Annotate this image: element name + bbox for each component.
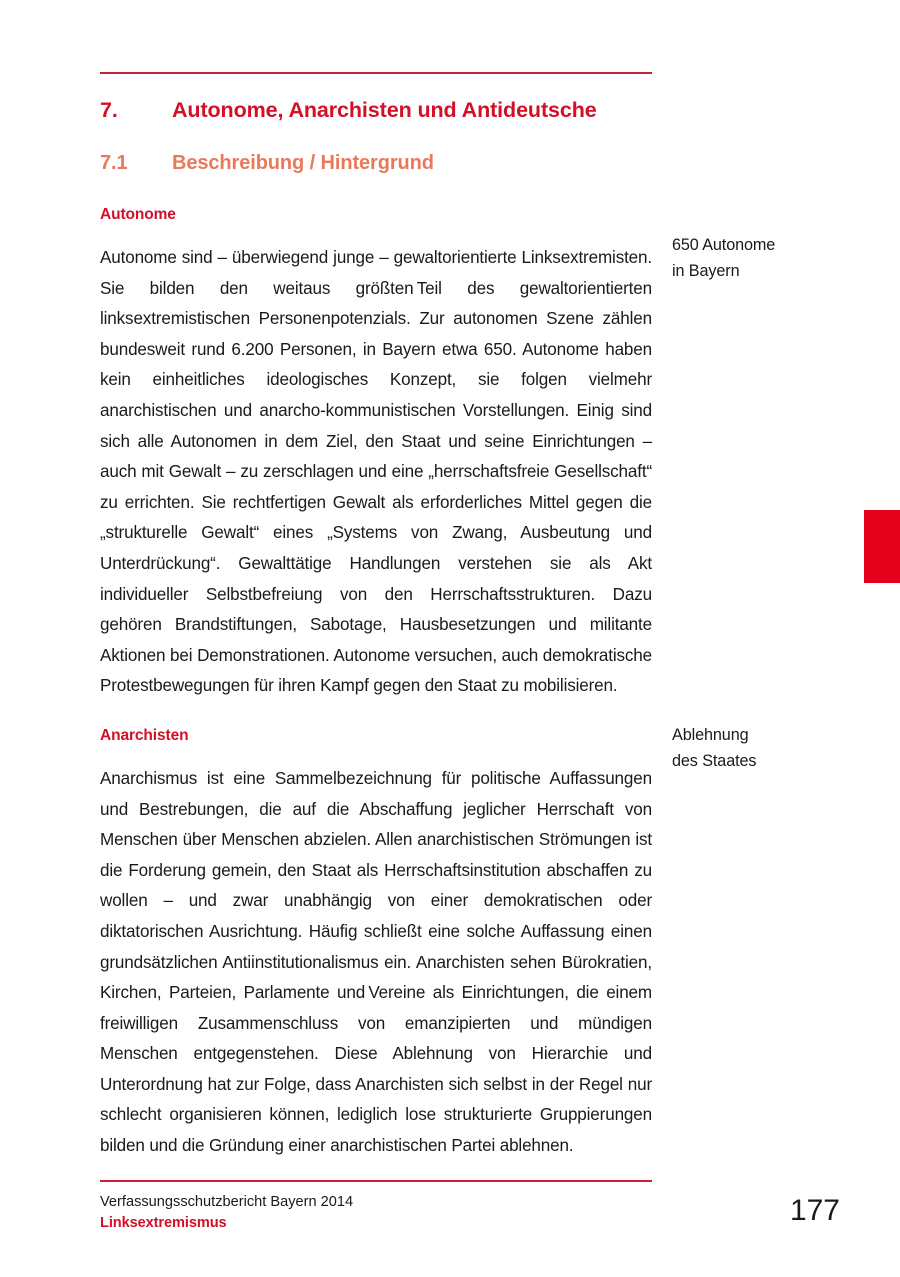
section-label: Autonome	[100, 206, 176, 223]
page-number: 177	[789, 1194, 840, 1227]
page-footer	[100, 1192, 852, 1234]
margin-note: 650 Autonome in Bayern	[672, 236, 776, 280]
section-thumb-index-tab	[864, 510, 900, 583]
chapter-heading-number: 7.	[100, 98, 118, 122]
body-text-column	[100, 205, 652, 1186]
section-block	[100, 205, 652, 702]
footer-report-title: Verfassungsschutzbericht Bayern 2014	[100, 1194, 354, 1210]
section-subheading-title: Beschreibung / Hintergrund	[172, 152, 434, 174]
section-subheading-number: 7.1	[100, 152, 128, 174]
footer-text-group	[100, 1192, 353, 1234]
section-subheading	[100, 152, 434, 175]
section-paragraph: Autonome sind – überwiegend junge – gewaltorientierte Linksextremisten. Sie bilden den weitaus größten Teil des gewaltorientierten linksextremistischen Personenpotenzials. Zur autonomen Szene zählen bundesweit rund 6.200 Personen, in Bayern etwa 650. Autonome haben kein einheitliches ideologisches Konzept, sie folgen vielmehr anarchistischen und anarcho-kommunistischen Vorstellungen. Einig sind sich alle Autonomen in dem Ziel, den Staat und seine Einrichtungen – auch mit Gewalt – zu zerschlagen und eine „herrschaftsfreie Gesellschaft“ zu errichten. Sie rechtfertigen Gewalt als erforderliches Mittel gegen die „strukturelle Gewalt“ eines „Systems von Zwang, Ausbeutung und Unterdrückung“. Gewalttätige Handlungen verstehen sie als Akt individueller Selbstbefreiung von den Herrschaftsstrukturen. Dazu gehören Brandstiftungen, Sabotage, Hausbesetzungen und militante Aktionen bei Demonstrationen. Autonome versuchen, auch demokratische Protestbewegungen für ihren Kampf gegen den Staat zu mobilisieren.	[100, 248, 652, 696]
margin-note: Ablehnung des Staates	[672, 726, 757, 770]
chapter-heading	[100, 98, 597, 123]
section-block	[100, 726, 652, 1162]
footer-topic-label: Linksextremismus	[100, 1215, 227, 1231]
section-paragraph: Anarchismus ist eine Sammelbezeichnung für politische Auffassungen und Bestrebungen, die auf die Abschaffung jeglicher Herrschaft von Menschen über Menschen abzielen. Allen anarchistischen Strömungen ist die Forderung gemein, den Staat als Herrschaftsinstitution abschaffen zu wollen – und zwar unabhängig von einer demokratischen oder diktatorischen Ausrichtung. Häufig schließt eine solche Auffassung einen grundsätzlichen Antiinstitutionalismus ein. Anarchisten sehen Bürokratien, Kirchen, Parteien, Parlamente und Vereine als Einrichtungen, die einem freiwilligen Zusammenschluss von emanzipierten und mündigen Menschen entgegenstehen. Diese Ablehnung von Hierarchie und Unterordnung hat zur Folge, dass Anarchisten sich selbst in der Regel nur schlecht organisieren können, lediglich lose strukturierte Gruppierungen bilden und die Gründung einer anarchistischen Partei ablehnen.	[100, 768, 652, 1156]
header-rule	[100, 72, 652, 74]
section-label: Anarchisten	[100, 726, 189, 744]
chapter-heading-title: Autonome, Anarchisten und Antideutsche	[172, 98, 597, 122]
footer-rule	[100, 1180, 652, 1182]
